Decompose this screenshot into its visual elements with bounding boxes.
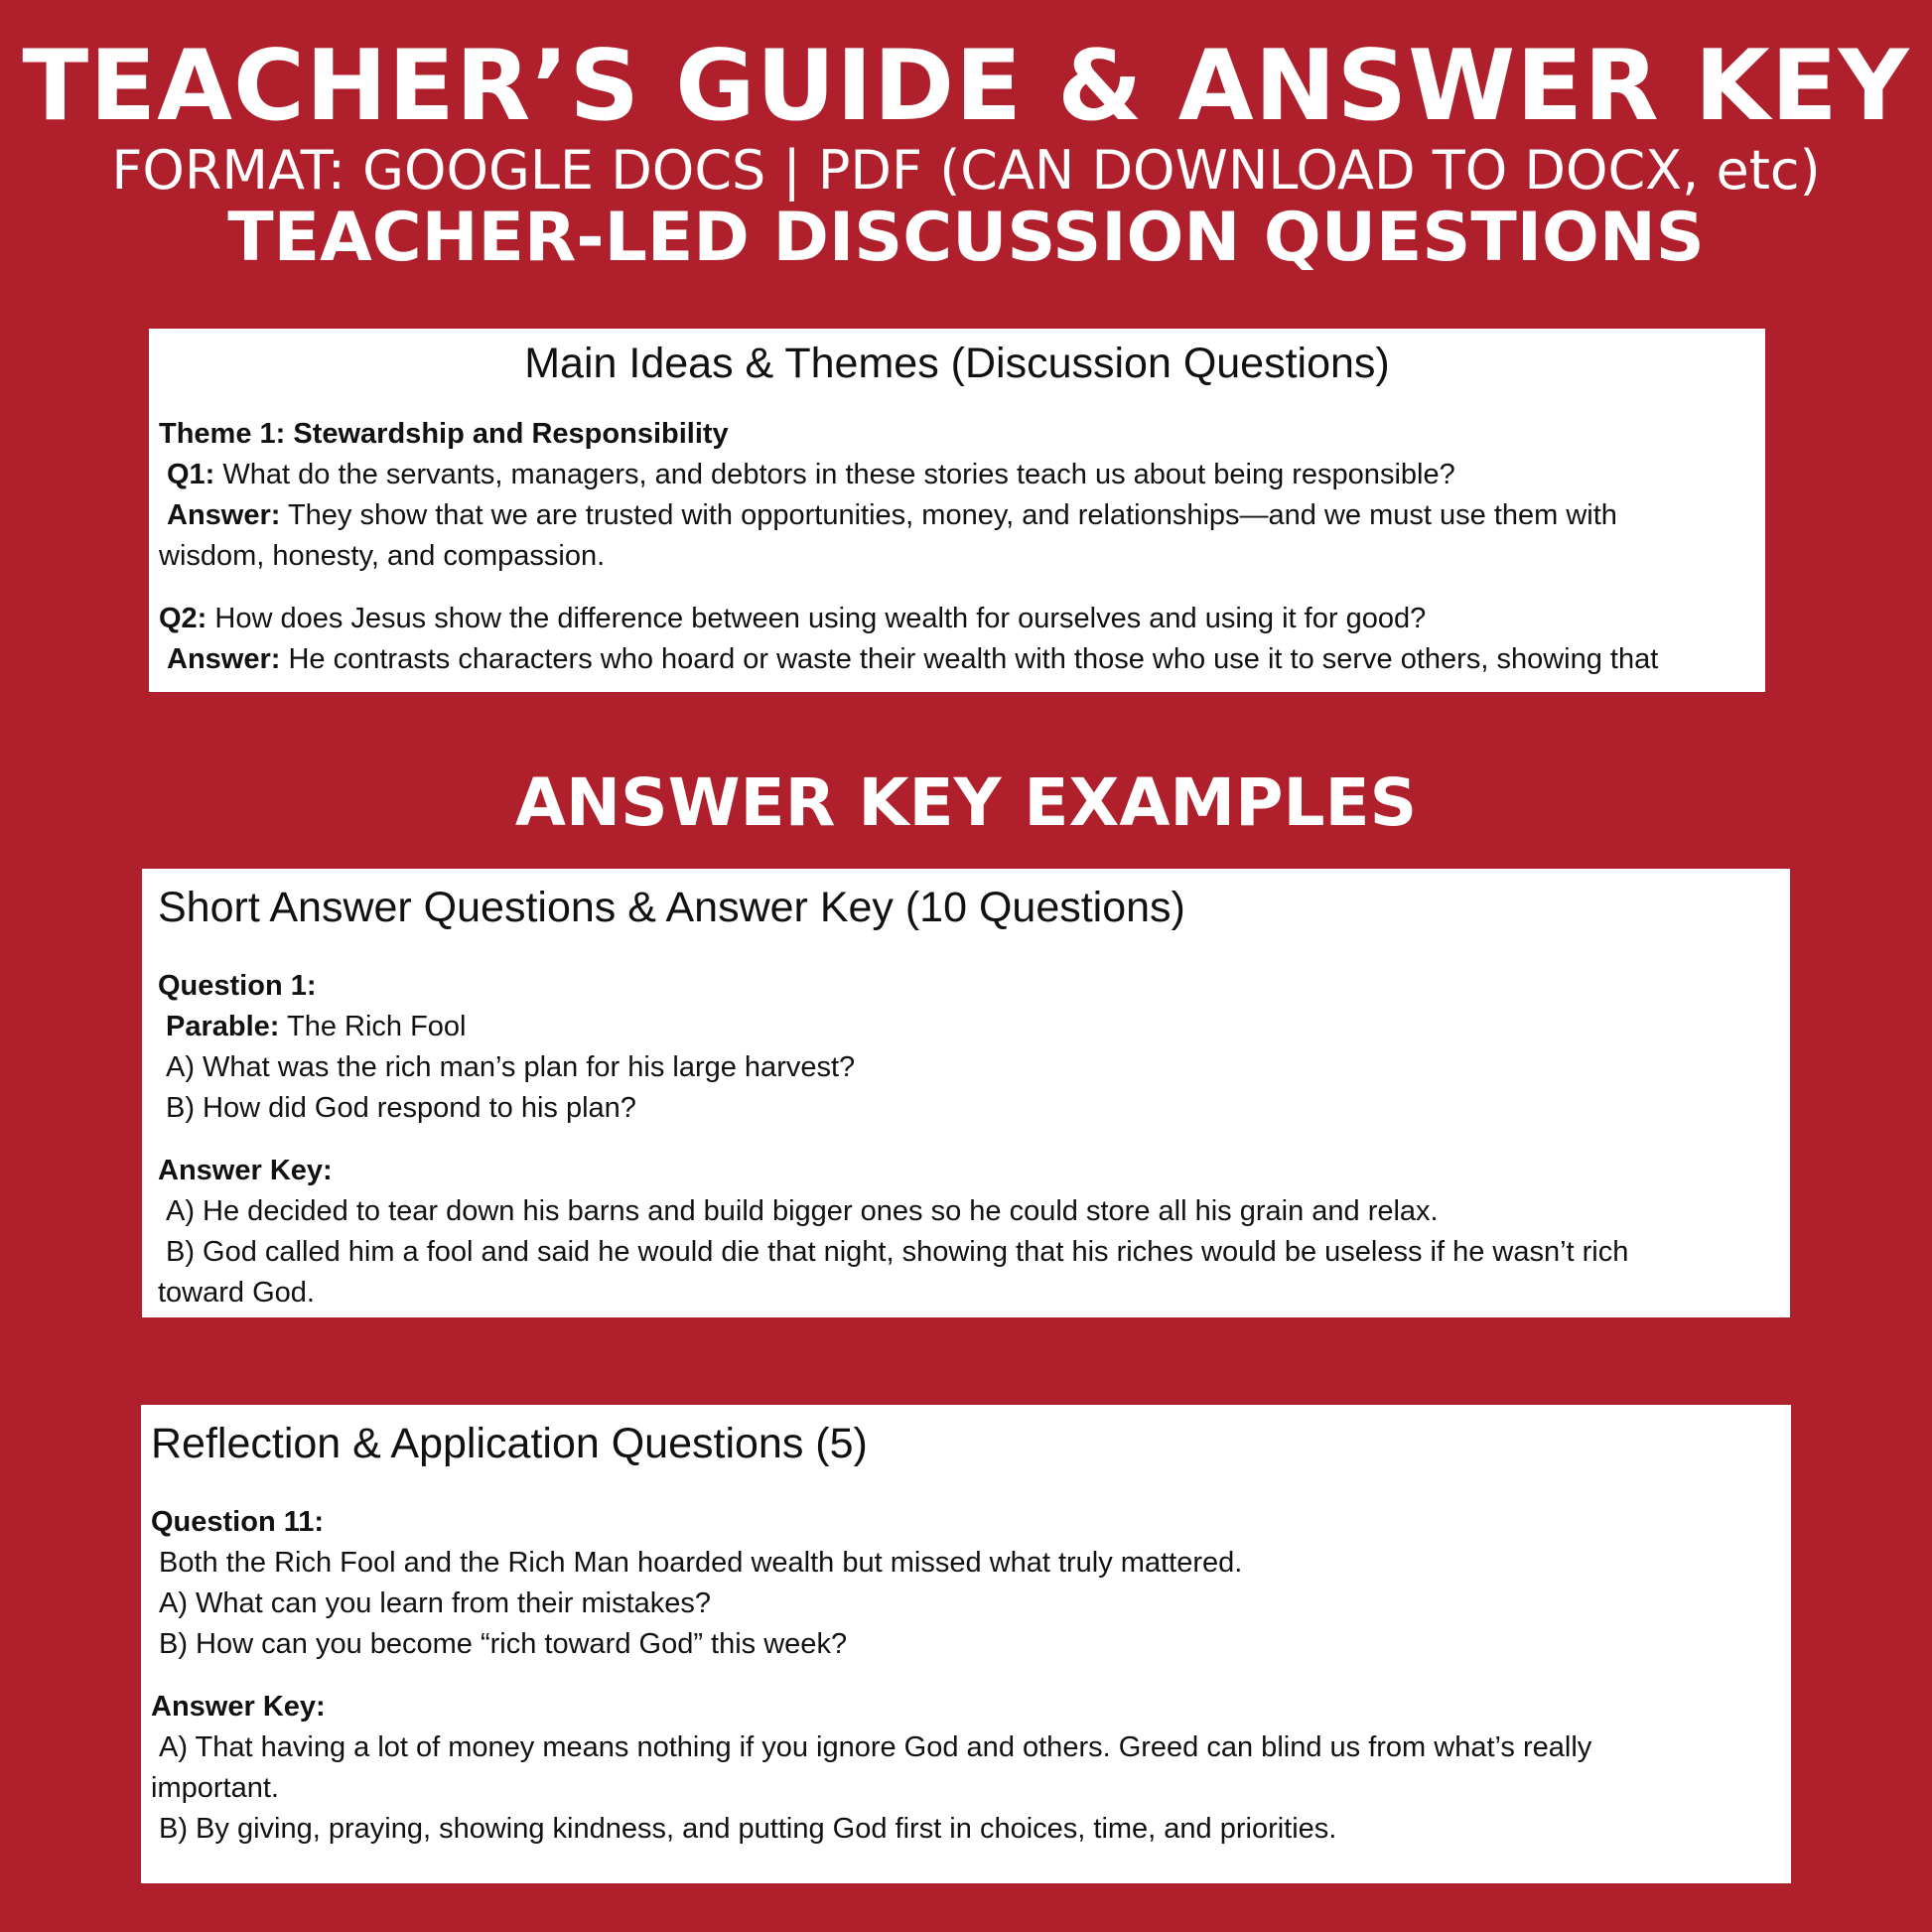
- q1-label: Q1:: [167, 458, 215, 490]
- reflection-answer-key-label: Answer Key:: [151, 1690, 326, 1723]
- parable-line: [158, 1007, 1774, 1047]
- q2-label: Q2:: [159, 602, 207, 634]
- discussion-panel: [149, 329, 1765, 692]
- answer-a1: [159, 495, 1755, 536]
- answer-key-label: Answer Key:: [158, 1154, 333, 1186]
- answer-a2: [159, 639, 1755, 680]
- a2-text: He contrasts characters who hoard or waste their wealth with those who use it to serve others, showing that: [280, 642, 1659, 675]
- answer-1-b-continued: toward God.: [158, 1276, 315, 1309]
- question-q1: [159, 455, 1755, 495]
- question-11-b: B) How can you become “rich toward God” this week?: [159, 1627, 848, 1660]
- question-11-a: A) What can you learn from their mistakes?: [159, 1587, 712, 1619]
- theme-heading: Theme 1: Stewardship and Responsibility: [159, 417, 729, 450]
- answer-1-a: A) He decided to tear down his barns and build bigger ones so he could store all his grain and relax.: [166, 1194, 1439, 1227]
- answer-key-heading: ANSWER KEY EXAMPLES: [514, 764, 1418, 841]
- reflection-panel: [141, 1405, 1791, 1883]
- question-1-label: Question 1:: [158, 969, 317, 1002]
- q1-text: What do the servants, managers, and debtors in these stories teach us about being responsible?: [214, 458, 1455, 490]
- answer-a1-continued: wisdom, honesty, and compassion.: [159, 539, 606, 572]
- question-1-b: B) How did God respond to his plan?: [166, 1091, 636, 1124]
- answer-1-b: B) God called him a fool and said he would die that night, showing that his riches would be useless if he wasn’t rich: [166, 1235, 1629, 1268]
- question-1-a: A) What was the rich man’s plan for his large harvest?: [166, 1050, 856, 1083]
- answer-11-a: A) That having a lot of money means nothing if you ignore God and others. Greed can blind us from what’s really: [159, 1730, 1592, 1763]
- parable-text: The Rich Fool: [279, 1010, 467, 1042]
- answer-11-b: B) By giving, praying, showing kindness, and putting God first in choices, time, and priorities.: [159, 1812, 1337, 1845]
- question-11-intro: Both the Rich Fool and the Rich Man hoarded wealth but missed what truly mattered.: [159, 1546, 1243, 1579]
- short-answer-panel: [142, 869, 1790, 1317]
- q2-text: How does Jesus show the difference between using wealth for ourselves and using it for good?: [207, 602, 1427, 634]
- discussion-heading: TEACHER-LED DISCUSSION QUESTIONS: [227, 199, 1705, 277]
- parable-label: Parable:: [166, 1010, 280, 1042]
- main-title: TEACHER’S GUIDE & ANSWER KEY: [22, 30, 1910, 143]
- answer-11-a-continued: important.: [151, 1771, 279, 1804]
- question-q2: [159, 599, 1755, 639]
- format-subtitle: FORMAT: GOOGLE DOCS | PDF (CAN DOWNLOAD TO DOCX, etc): [111, 139, 1821, 202]
- a1-text: They show that we are trusted with opportunities, money, and relationships—and we must use them with: [280, 498, 1617, 531]
- discussion-panel-title: Main Ideas & Themes (Discussion Questions): [524, 340, 1390, 387]
- a2-label: Answer:: [167, 642, 281, 675]
- a1-label: Answer:: [167, 498, 281, 531]
- question-11-label: Question 11:: [151, 1505, 325, 1538]
- reflection-panel-title: Reflection & Application Questions (5): [151, 1420, 868, 1467]
- short-answer-panel-title: Short Answer Questions & Answer Key (10 Questions): [158, 884, 1185, 931]
